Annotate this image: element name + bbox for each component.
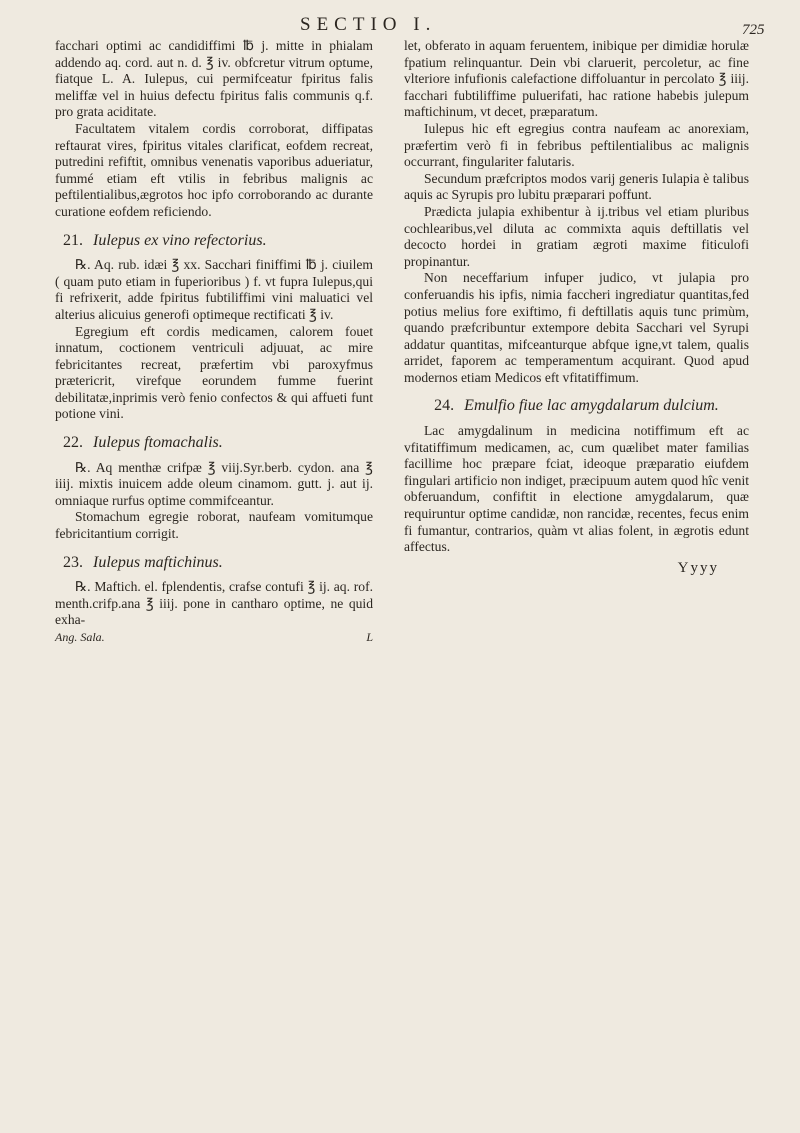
paragraph: let, obferato in aquam feruentem, inibique per dimidiæ horulæ fpatium relinquantur. Dein vbi claruerit, percoletur, ac fine vlteriore infufionis calefactione diffoluantur in percolato ℥ iiij. facchari fubtiliffime puluerifati, hac ratione habebis julepum maftichinum, vt decet, præparatum. (404, 38, 749, 120)
section-heading-23 (63, 555, 373, 572)
paragraph: ℞. Aq menthæ crifpæ ℥ viij.Syr.berb. cydon. ana ℥ iiij. mixtis inuicem adde oleum cinamom. gutt. j. aut ij. omniaque rurfus optime commifceantur. (55, 459, 373, 508)
section-title: Iulepus ftomachalis. (93, 434, 223, 452)
paragraph: Non neceffarium infuper judico, vt julapia pro conferuandis his ipfis, nimia faccheri ingrediatur quantitas,fed potius melius fore exiftimo, fi deftillatis aquis tunc primùm, quando præfcribuntur extempore debita Sacchari vel Syrupi addatur quantitas, mifceanturque abfque igne,vt talem, qualis arridet, faporem ac temperamentum acquirant. Quod apud modernos etiam Medicos eft vfitatiffimum. (404, 270, 749, 385)
paragraph: Facultatem vitalem cordis corroborat, diffipatas reftaurat vires, fpiritus vitales clarificat, eofdem recreat, putredini refiftit, omnibus venenatis vaporibus adueriatur, fummé etiam eft vtilis in febribus malignis ac peftilentialibus,ægrotos hoc ipfo corroborando ac durante curatione eofdem reficiendo. (55, 120, 373, 219)
paragraph: ℞. Aq. rub. idæi ℥ xx. Sacchari finiffimi ℔ j. ciuilem ( quam puto etiam in fuperioribus ) f. vt fupra Iulepus,qui fi refrixerit, adde fpiritus fubtiliffimi vini maluatici vel alterius alicuius generofi optimeque rectificati ℥ iv. (55, 257, 373, 322)
section-heading-24 (404, 398, 749, 415)
paragraph: Secundum præfcriptos modos varij generis Iulapia è talibus aquis ac Syrupis pro lubitu præparari poffunt. (404, 170, 749, 203)
paragraph: Stomachum egregie roborat, naufeam vomitumque febricitantium corrigit. (55, 509, 373, 542)
section-number: 23. (63, 553, 83, 571)
paragraph: Iulepus hic eft egregius contra naufeam ac anorexiam, præfertim verò fi in febribus peftilentialibus ac malignis occurrant, fingulariter falutaris. (404, 120, 749, 170)
paragraph: Lac amygdalinum in medicina notiffimum eft ac vfitatiffimum medicamen, ac, cum quælibet mater familias facillime hoc præpare fciat, ideoque præparatio eiufdem fingulari artificio non indiget, præcipuum autem quod hîc venit obferuandum, confiftit in electione amygdalarum, quæ requiruntur optime candidæ, non rancidæ, recentes, fecus enim fi fumantur, contrarios, quàm vt alias folent, in ægrotis edunt affectus. (404, 423, 749, 555)
section-title: Iulepus maftichinus. (93, 553, 223, 571)
section-number: 22. (63, 434, 83, 452)
running-footer: Ang. Sala. (55, 630, 105, 644)
right-column (404, 38, 749, 576)
paragraph: Egregium eft cordis medicamen, calorem fouet innatum, coctionem ventriculi adjuuat, ac mire febricitantes recreat, præfertim vbi paroxyfmus prætericrit, virefque eorundem fumme fuerint debilitatæ,inprimis verò fenio confectos & qui affueti funt potione vini. (55, 323, 373, 422)
page-number: 725 (742, 22, 765, 38)
left-column (55, 38, 373, 646)
section-title: Emulfio fiue lac amygdalarum dulcium. (464, 397, 719, 415)
signature-mark: Yyyy (677, 559, 719, 576)
section-number: 21. (63, 231, 83, 249)
section-heading-21 (63, 233, 373, 250)
paragraph: ℞. Maftich. el. fplendentis, crafse contufi ℥ ij. aq. rof. menth.crifp.ana ℥ iiij. pone in cantharo optime, ne quid exha- (55, 579, 373, 628)
catchword-line (55, 629, 373, 646)
section-title: Iulepus ex vino refectorius. (93, 231, 267, 249)
paragraph: Prædicta julapia exhibentur à ij.tribus vel etiam pluribus cochlearibus,vel diluta ac commixta aquis deftillatis vel decocto hordei in gratiam ægroti maxime fiticulofi propinantur. (404, 203, 749, 269)
section-number: 24. (434, 397, 455, 415)
section-heading-22 (63, 435, 373, 452)
running-head: SECTIO I. (300, 14, 437, 35)
paragraph: facchari optimi ac candidiffimi ℔ j. mitte in phialam addendo aq. cord. aut n. d. ℥ iv. obfcretur vitrum optume, fiatque L. A. Iulepus, cui permifceatur fpiritus falis meliffæ vel in huius defectu fpiritus falis communis q.f. pro grata aciditate. (55, 38, 373, 120)
catchword: L (366, 630, 373, 644)
